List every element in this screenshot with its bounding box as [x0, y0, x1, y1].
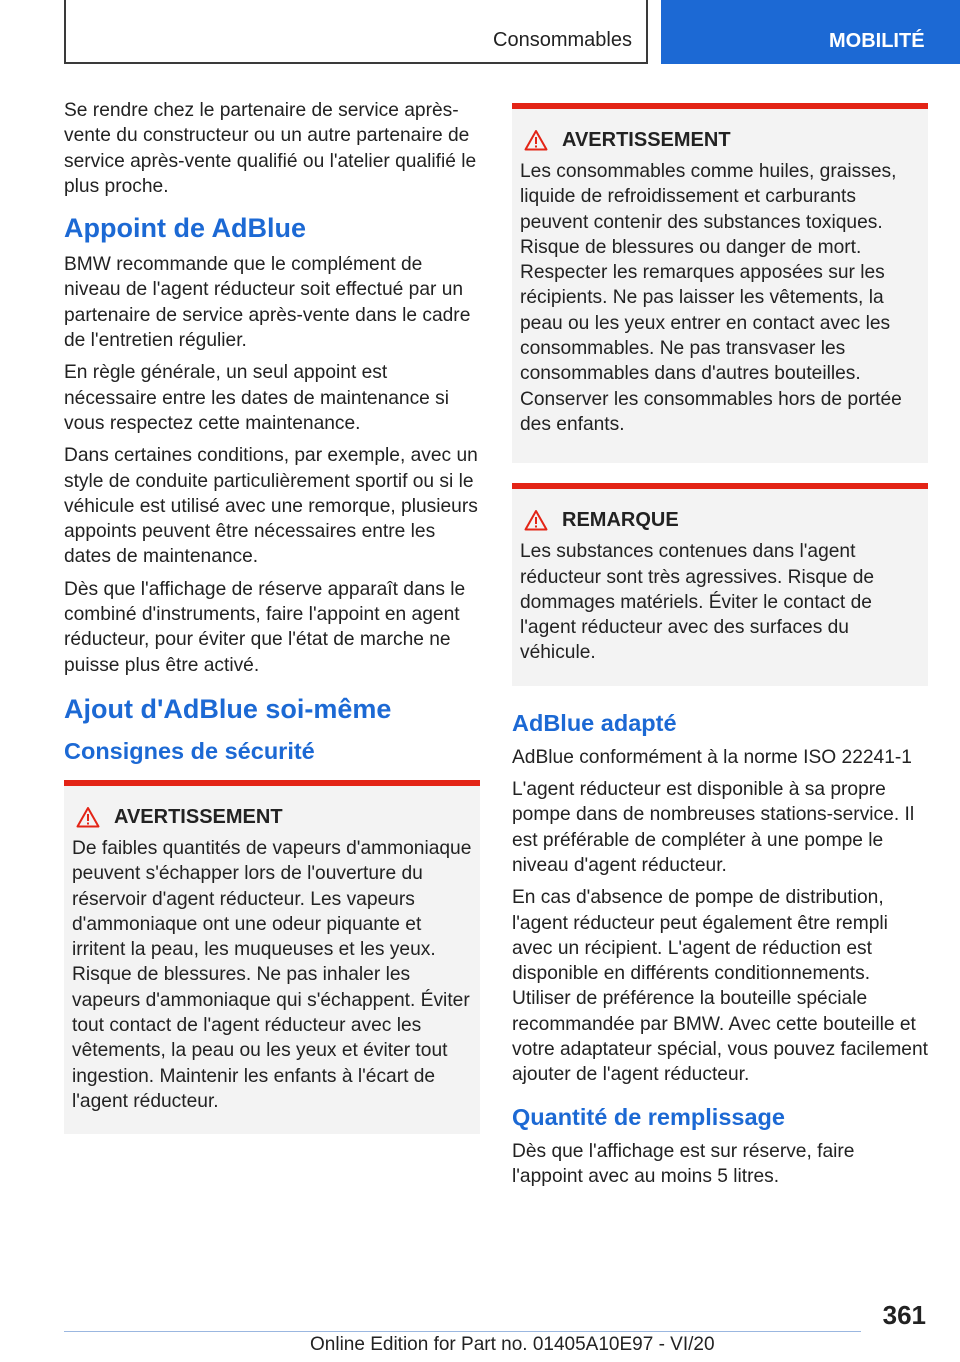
- paragraph: Dès que l'affichage est sur réserve, faire l'appoint avec au moins 5 litres.: [512, 1140, 855, 1187]
- paragraph: Dans certaines conditions, par exemple, avec un style de conduite particulièrement sportif ou si le véhicule est utilisé avec une remorque, plusieurs appoints peuvent être nécessaires entre les dates de maintenance.: [64, 445, 478, 568]
- warning-icon: [76, 806, 100, 828]
- header-chapter-title: MOBILITÉ: [829, 30, 925, 52]
- note-title-text: REMARQUE: [562, 509, 679, 532]
- footer-edition: Online Edition for Part no. 01405A10E97 - VI/20: [310, 1334, 715, 1355]
- heading-appoint: Appoint de AdBlue: [64, 213, 306, 244]
- warning-icon: [524, 509, 548, 531]
- paragraph: En cas d'absence de pompe de distribution, l'agent réducteur peut également être rempli avec un récipient. L'agent de réduction est disponible en différents conditionnements. Utiliser de préférence la bouteille spéciale recommandée par BMW. Avec cette bouteille et votre adaptateur spécial, vous pouvez facilement ajouter de l'agent réducteur.: [512, 887, 928, 1086]
- paragraph: Dès que l'affichage de réserve apparaît dans le combiné d'instruments, faire l'appoint en agent réducteur, pour éviter que l'état de marche ne puisse plus être activé.: [64, 578, 466, 676]
- header-chapter-tab: [661, 0, 960, 64]
- paragraph: BMW recommande que le complément de niveau de l'agent réducteur soit effectué par un partenaire de service après-vente dans le cadre de l'entretien régulier.: [64, 254, 471, 352]
- warning-box: [64, 780, 480, 1134]
- paragraph: L'agent réducteur est disponible à sa propre pompe dans de nombreuses stations-service. Il est préférable de compléter à une pompe le niveau d'agent réducteur.: [512, 779, 915, 876]
- right-column: [512, 103, 928, 1196]
- heading-adblue-adapte: AdBlue adapté: [512, 709, 677, 736]
- warning-text: Les consommables comme huiles, graisses, liquide de refroidissement et carburants peuvent contenir des substances toxiques. Risque de blessures ou danger de mort. Respecter les remarques apposées sur les récipients. Ne pas laisser les vêtements, la peau ou les yeux entrer en contact avec les consommables. Ne pas transvaser les consommables dans d'autres bouteilles. Conserver les consommables hors de portée des enfants.: [520, 161, 902, 435]
- note-text: Les substances contenues dans l'agent réducteur sont très agressives. Risque de dommages matériels. Éviter le contact de l'agent réducteur avec des surfaces du véhicule.: [520, 541, 875, 664]
- warning-title-text: AVERTISSEMENT: [114, 805, 283, 828]
- heading-ajout: Ajout d'AdBlue soi-même: [64, 693, 392, 724]
- intro-paragraph: Se rendre chez le partenaire de service après-vente du constructeur ou un autre partenaire de service après-vente qualifié ou l'atelier qualifié le plus proche.: [64, 100, 477, 197]
- warning-title: [72, 804, 472, 830]
- note-title: [520, 507, 920, 533]
- paragraph: AdBlue conformément à la norme ISO 22241-1: [512, 746, 912, 768]
- paragraph: En règle générale, un seul appoint est nécessaire entre les dates de maintenance si vous respectez cette maintenance.: [64, 362, 450, 434]
- header-section-title: Consommables: [493, 29, 632, 51]
- warning-title: [520, 127, 920, 153]
- header-section-box: [64, 0, 648, 64]
- warning-text: De faibles quantités de vapeurs d'ammoniaque peuvent s'échapper lors de l'ouverture du réservoir d'agent réducteur. Les vapeurs d'ammoniaque ont une odeur piquante et irritent la peau, les muqueuses et les yeux. Risque de blessures. Ne pas inhaler les vapeurs d'ammoniaque qui s'échappent. Éviter tout contact de l'agent réducteur avec les vêtements, la peau ou les yeux et éviter tout ingestion. Maintenir les enfants à l'écart de l'agent réducteur.: [72, 837, 472, 1112]
- page-number: 361: [882, 1300, 926, 1330]
- warning-icon: [524, 129, 548, 151]
- heading-consignes: Consignes de sécurité: [64, 737, 315, 764]
- heading-quantite: Quantité de remplissage: [512, 1103, 785, 1130]
- footer-divider: [64, 1331, 861, 1332]
- warning-title-text: AVERTISSEMENT: [562, 129, 731, 151]
- note-box: [512, 483, 928, 685]
- warning-box: [512, 103, 928, 463]
- left-column: [64, 98, 480, 1134]
